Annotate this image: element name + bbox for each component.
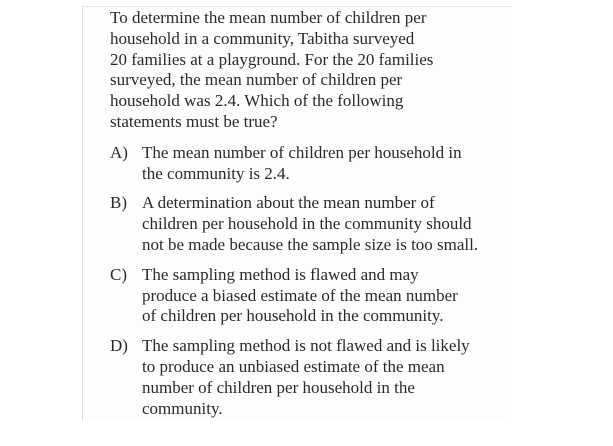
question-line: surveyed, the mean number of children per bbox=[110, 70, 403, 90]
choice-line: number of children per household in the bbox=[142, 377, 415, 397]
choice-line: not be made because the sample size is too small. bbox=[142, 234, 479, 254]
choice-line: The sampling method is not flawed and is likely bbox=[142, 336, 470, 356]
question-stem bbox=[110, 8, 510, 133]
choice-c[interactable] bbox=[110, 265, 510, 327]
choice-b[interactable] bbox=[110, 193, 510, 255]
choice-letter: B) bbox=[110, 193, 127, 213]
question-line: 20 families at a playground. For the 20 families bbox=[110, 49, 434, 69]
question-line: To determine the mean number of children per bbox=[110, 8, 427, 27]
question-line: statements must be true? bbox=[110, 111, 278, 131]
choice-a[interactable] bbox=[110, 143, 510, 185]
choice-line: produce a biased estimate of the mean number bbox=[142, 285, 458, 305]
question-line: household in a community, Tabitha surveyed bbox=[110, 28, 415, 48]
choice-line: A determination about the mean number of bbox=[142, 193, 435, 213]
question-line: household was 2.4. Which of the following bbox=[110, 91, 404, 111]
choice-line: children per household in the community should bbox=[142, 214, 472, 234]
choice-line: the community is 2.4. bbox=[142, 163, 290, 183]
choice-letter: C) bbox=[110, 264, 127, 284]
choice-line: The sampling method is flawed and may bbox=[142, 264, 419, 284]
choice-line: to produce an unbiased estimate of the mean bbox=[142, 356, 445, 376]
choice-d[interactable] bbox=[110, 336, 510, 419]
choice-line: of children per household in the community. bbox=[142, 306, 444, 326]
choice-letter: A) bbox=[110, 142, 128, 162]
choice-letter: D) bbox=[110, 336, 128, 356]
question-content bbox=[110, 8, 510, 428]
choice-line: The mean number of children per household in bbox=[142, 142, 462, 162]
choice-line: community. bbox=[142, 398, 223, 418]
